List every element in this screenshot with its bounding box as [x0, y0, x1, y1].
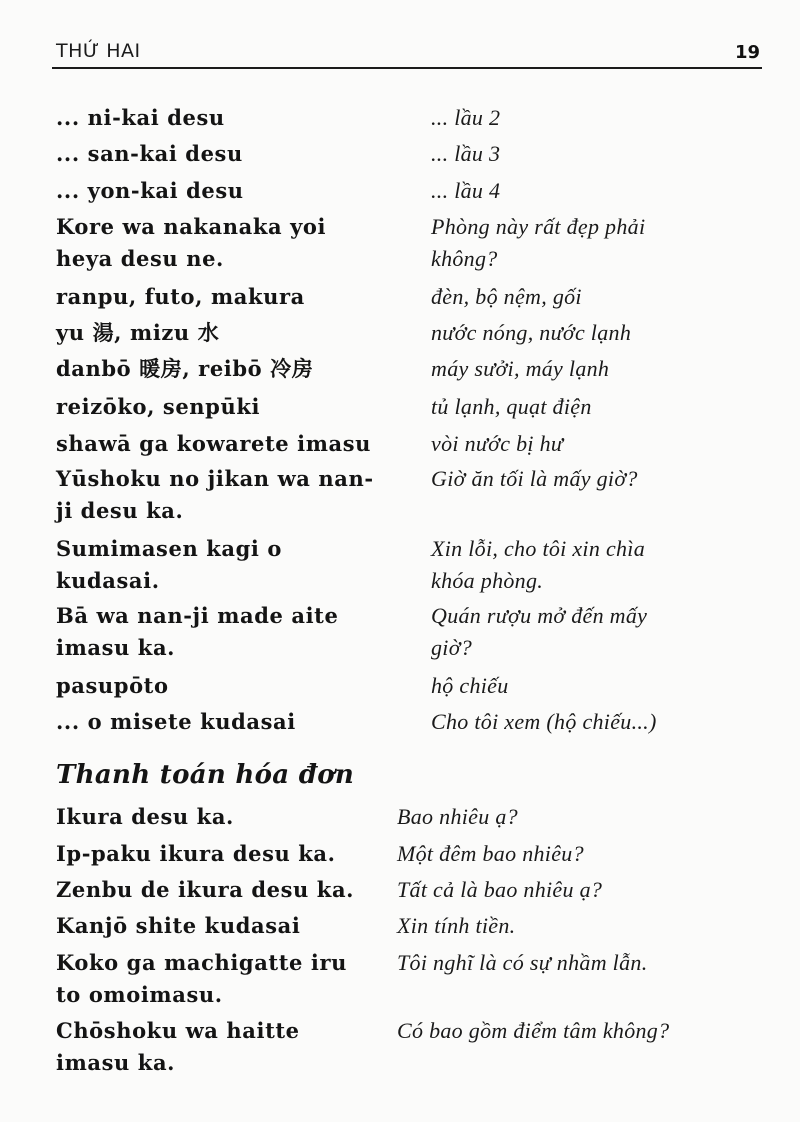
vietnamese-translation	[431, 353, 609, 385]
japanese-phrase-line: danbō 暖房, reibō 冷房	[56, 356, 314, 381]
japanese-phrase	[56, 947, 347, 1011]
japanese-phrase-line: ji desu ka.	[56, 498, 184, 523]
vietnamese-translation-line: Một đêm bao nhiêu?	[397, 841, 584, 866]
japanese-phrase-line: Yūshoku no jikan wa nan-	[56, 466, 374, 491]
japanese-phrase-line: shawā ga kowarete imasu	[56, 431, 372, 456]
vietnamese-translation	[397, 801, 518, 833]
vietnamese-translation	[431, 600, 647, 664]
japanese-phrase-line: yu 湯, mizu 水	[56, 320, 220, 345]
vietnamese-translation	[431, 706, 657, 738]
japanese-phrase	[56, 211, 326, 275]
vietnamese-translation-line: Tôi nghĩ là có sự nhầm lẫn.	[397, 950, 648, 975]
japanese-phrase	[56, 317, 219, 349]
vietnamese-translation-line: giờ?	[431, 635, 473, 660]
japanese-phrase-line: Bā wa nan-ji made aite	[56, 603, 339, 628]
japanese-phrase-line: pasupōto	[56, 673, 169, 698]
japanese-phrase-line: imasu ka.	[56, 635, 176, 660]
japanese-phrase	[56, 281, 305, 313]
japanese-phrase	[56, 801, 234, 833]
vietnamese-translation-line: Xin tính tiền.	[397, 913, 516, 938]
japanese-phrase-line: Kanjō shite kudasai	[56, 913, 301, 938]
japanese-phrase-line: Ip-paku ikura desu ka.	[56, 841, 336, 866]
japanese-phrase-line: Chōshoku wa haitte	[56, 1018, 300, 1043]
vietnamese-translation-line: Bao nhiêu ạ?	[397, 804, 518, 829]
vietnamese-translation	[397, 947, 648, 979]
vietnamese-translation	[431, 428, 563, 460]
header-rule	[52, 67, 762, 69]
japanese-phrase	[56, 175, 244, 207]
japanese-phrase	[56, 670, 169, 702]
japanese-phrase	[56, 102, 225, 134]
japanese-phrase	[56, 138, 243, 170]
vietnamese-translation-line: ... lầu 2	[431, 105, 501, 130]
vietnamese-translation	[431, 533, 645, 597]
vietnamese-translation-line: ... lầu 3	[431, 141, 501, 166]
vietnamese-translation-line: Cho tôi xem (hộ chiếu...)	[431, 709, 657, 734]
vietnamese-translation	[431, 391, 592, 423]
vietnamese-translation	[431, 138, 500, 170]
japanese-phrase-line: Ikura desu ka.	[56, 804, 234, 829]
japanese-phrase-line: kudasai.	[56, 568, 160, 593]
section-title: Thanh toán hóa đơn	[56, 760, 355, 790]
japanese-phrase-line: ... o misete kudasai	[56, 709, 296, 734]
vietnamese-translation-line: tủ lạnh, quạt điện	[431, 394, 592, 419]
vietnamese-translation	[431, 175, 500, 207]
vietnamese-translation-line: khóa phòng.	[431, 568, 544, 593]
vietnamese-translation-line: Quán rượu mở đến mấy	[431, 603, 648, 628]
japanese-phrase-line: to omoimasu.	[56, 982, 223, 1007]
japanese-phrase	[56, 463, 374, 527]
japanese-phrase-line: ... yon-kai desu	[56, 178, 244, 203]
japanese-phrase	[56, 353, 313, 385]
japanese-phrase-line: ... ni-kai desu	[56, 105, 225, 130]
vietnamese-translation	[431, 102, 500, 134]
japanese-phrase-line: ... san-kai desu	[56, 141, 243, 166]
vietnamese-translation-line: vòi nước bị hư	[431, 431, 564, 456]
vietnamese-translation	[397, 874, 602, 906]
vietnamese-translation-line: đèn, bộ nệm, gối	[431, 284, 582, 309]
japanese-phrase	[56, 874, 354, 906]
japanese-phrase	[56, 1015, 300, 1079]
japanese-phrase	[56, 838, 336, 870]
vietnamese-translation	[397, 1015, 669, 1047]
vietnamese-translation	[397, 910, 515, 942]
japanese-phrase-line: imasu ka.	[56, 1050, 176, 1075]
vietnamese-translation-line: Giờ ăn tối là mấy giờ?	[431, 466, 638, 491]
vietnamese-translation	[431, 211, 645, 275]
vietnamese-translation	[431, 463, 638, 495]
vietnamese-translation-line: Tất cả là bao nhiêu ạ?	[397, 877, 603, 902]
vietnamese-translation	[431, 317, 631, 349]
vietnamese-translation	[431, 281, 582, 313]
vietnamese-translation-line: ... lầu 4	[431, 178, 501, 203]
running-title: THỨ HAI	[56, 40, 141, 62]
vietnamese-translation-line: không?	[431, 246, 498, 271]
vietnamese-translation-line: Phòng này rất đẹp phải	[431, 214, 646, 239]
japanese-phrase-line: heya desu ne.	[56, 246, 224, 271]
page-header	[56, 36, 760, 70]
vietnamese-translation-line: Xin lỗi, cho tôi xin chìa	[431, 536, 646, 561]
japanese-phrase	[56, 706, 296, 738]
japanese-phrase-line: reizōko, senpūki	[56, 394, 261, 419]
japanese-phrase	[56, 533, 282, 597]
japanese-phrase-line: Zenbu de ikura desu ka.	[56, 877, 355, 902]
vietnamese-translation	[431, 670, 509, 702]
vietnamese-translation	[397, 838, 584, 870]
japanese-phrase-line: ranpu, futo, makura	[56, 284, 305, 309]
japanese-phrase	[56, 600, 338, 664]
vietnamese-translation-line: Có bao gồm điểm tâm không?	[397, 1018, 670, 1043]
page-number: 19	[734, 42, 760, 63]
vietnamese-translation-line: nước nóng, nước lạnh	[431, 320, 632, 345]
vietnamese-translation-line: hộ chiếu	[431, 673, 509, 698]
japanese-phrase	[56, 910, 300, 942]
japanese-phrase-line: Sumimasen kagi o	[56, 536, 282, 561]
vietnamese-translation-line: máy sưởi, máy lạnh	[431, 356, 610, 381]
japanese-phrase-line: Koko ga machigatte iru	[56, 950, 347, 975]
japanese-phrase-line: Kore wa nakanaka yoi	[56, 214, 327, 239]
japanese-phrase	[56, 391, 260, 423]
japanese-phrase	[56, 428, 371, 460]
